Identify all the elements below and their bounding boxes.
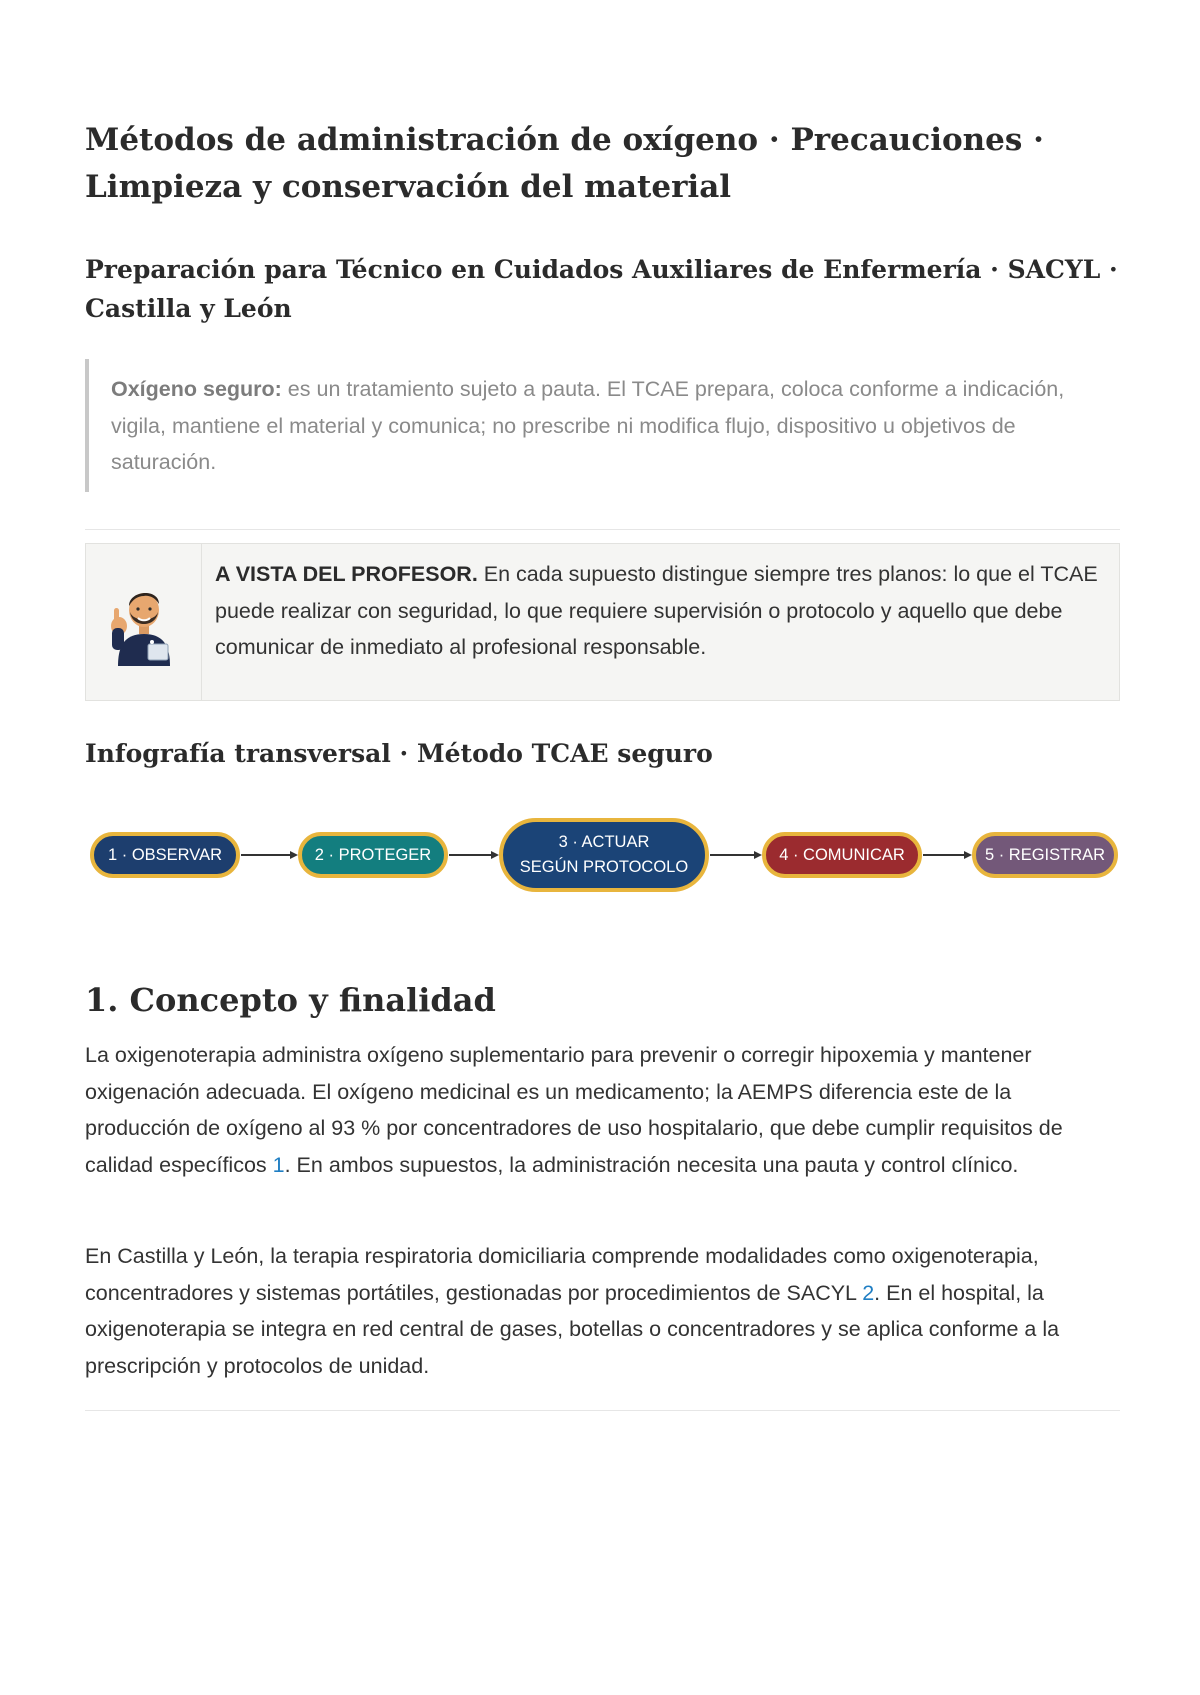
- paragraph-text: . En el hospital, la oxigenoterapia se integra en red central de gases, botellas o concentradores y se aplica conforme a la prescripción y protocolos de unidad.: [85, 1280, 1060, 1378]
- safety-blockquote: [85, 359, 1120, 492]
- divider: [85, 529, 1120, 530]
- paragraph: [85, 1037, 1120, 1183]
- arrow-icon: [449, 851, 499, 859]
- page-subtitle: Preparación para Técnico en Cuidados Auxiliares de Enfermería · SACYL · Castilla y León: [85, 255, 1118, 323]
- step-label-line1: 3 · ACTUAR: [558, 833, 650, 851]
- paragraph: [85, 1238, 1120, 1384]
- callout-body: En cada supuesto distingue siempre tres planos: lo que el TCAE puede realizar con seguridad, lo que requiere supervisión o protocolo y aquello que debe comunicar de inmediato al profesional responsable.: [215, 562, 1098, 659]
- quote-text: es un tratamiento sujeto a pauta. El TCAE prepara, coloca conforme a indicación, vigila, mantiene el material y comunica; no prescribe ni modifica flujo, dispositivo u objetivos de saturación.: [111, 377, 1065, 474]
- step-label: 2 · PROTEGER: [314, 845, 432, 864]
- callout-lead: A VISTA DEL PROFESOR.: [215, 562, 478, 586]
- step-actuar: [499, 818, 709, 892]
- divider: [85, 1410, 1120, 1411]
- arrow-icon: [241, 851, 298, 859]
- step-registrar: [972, 832, 1118, 878]
- teacher-callout: [85, 543, 1120, 701]
- paragraph-text: . En ambos supuestos, la administración necesita una pauta y control clínico.: [284, 1152, 1019, 1177]
- step-observar: [90, 832, 240, 878]
- infographic-title: Infografía transversal · Método TCAE seguro: [85, 739, 713, 768]
- step-label: 1 · OBSERVAR: [107, 845, 222, 864]
- method-flow-diagram: [85, 815, 1120, 895]
- callout-text: [215, 556, 1105, 666]
- step-comunicar: [762, 832, 922, 878]
- reference-link[interactable]: 2: [862, 1280, 875, 1305]
- section-heading: 1. Concepto y finalidad: [85, 981, 496, 1019]
- paragraph-text: La oxigenoterapia administra oxígeno suplementario para prevenir o corregir hipoxemia y mantener oxigenación adecuada. El oxígeno medicinal es un medicamento; la AEMPS diferencia este de la producción de oxígeno al 93 % por concentradores de uso hospitalario, que debe cumplir requisitos de calidad específicos: [85, 1043, 1063, 1177]
- reference-link[interactable]: 1: [272, 1152, 285, 1177]
- step-label-line2: SEGÚN PROTOCOLO: [519, 858, 689, 876]
- step-label: 5 · REGISTRAR: [984, 845, 1106, 864]
- arrow-icon: [923, 851, 972, 859]
- paragraph-text: En Castilla y León, la terapia respiratoria domiciliaria comprende modalidades como oxigenoterapia, concentradores y sistemas portátiles, gestionadas por procedimientos de SACYL: [85, 1244, 1039, 1305]
- arrow-icon: [710, 851, 762, 859]
- page-title: Métodos de administración de oxígeno · Precauciones · Limpieza y conservación del material: [85, 122, 1044, 205]
- teacher-avatar-icon: [108, 582, 180, 666]
- step-proteger: [298, 832, 448, 878]
- step-label: 4 · COMUNICAR: [779, 845, 905, 864]
- quote-lead: Oxígeno seguro:: [111, 377, 282, 401]
- avatar-cell: [86, 544, 202, 700]
